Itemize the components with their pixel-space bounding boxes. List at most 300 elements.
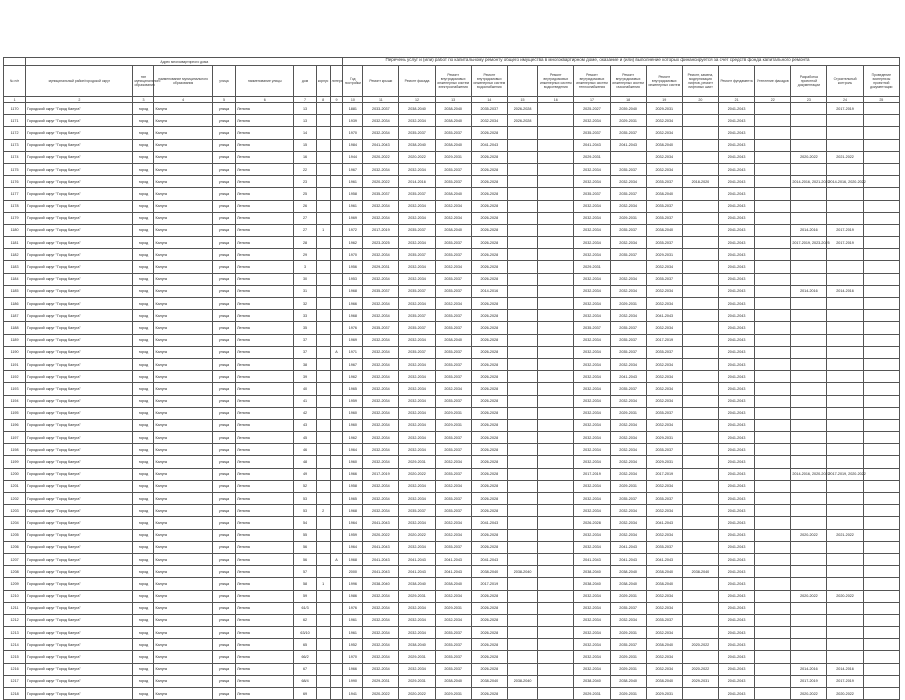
table-cell: Ленина (236, 103, 294, 115)
table-cell (538, 383, 574, 395)
table-cell: 1177 (4, 188, 26, 200)
table-cell (791, 310, 827, 322)
table-cell (538, 273, 574, 285)
table-cell (755, 395, 791, 407)
table-cell: 2035-2037 (435, 627, 471, 639)
table-cell: 2041-2043 (719, 663, 755, 675)
table-cell: 2038-2040 (507, 566, 537, 578)
table-cell: 2041-2043 (719, 444, 755, 456)
column-number: 13 (435, 97, 471, 103)
table-cell: 2032-2034 (610, 505, 646, 517)
table-cell: 2032-2034 (399, 358, 435, 370)
table-cell (827, 505, 863, 517)
table-cell: улица (212, 115, 235, 127)
table-cell (538, 163, 574, 175)
table-cell: 2041-2043 (610, 139, 646, 151)
table-cell (330, 480, 343, 492)
table-cell (507, 371, 537, 383)
table-cell: 1 (316, 224, 330, 236)
table-cell (330, 188, 343, 200)
table-cell: город (133, 237, 154, 249)
table-cell: город (133, 200, 154, 212)
table-cell (863, 505, 899, 517)
table-cell (827, 358, 863, 370)
table-cell (316, 358, 330, 370)
column-header: Ремонт внутридомовых инженерных систем (646, 66, 682, 97)
table-cell: 2020-2022 (791, 590, 827, 602)
table-cell: 2032-2034 (646, 151, 682, 163)
table-cell: 2017-2019, 2023-2025 (791, 237, 827, 249)
table-row (4, 358, 900, 370)
table-cell (755, 151, 791, 163)
table-cell: город (133, 346, 154, 358)
table-cell (507, 176, 537, 188)
table-cell (863, 675, 899, 687)
table-cell: Городской округ "Город Калуга" (26, 627, 133, 639)
table-cell (538, 468, 574, 480)
table-cell (538, 224, 574, 236)
table-cell: 2029-2031 (646, 103, 682, 115)
table-cell: 2032-2034 (363, 358, 399, 370)
table-cell: 2038-2040 (646, 224, 682, 236)
table-cell: 2038-2040 (507, 675, 537, 687)
table-cell (316, 285, 330, 297)
table-row (4, 103, 900, 115)
table-cell (316, 432, 330, 444)
table-cell: 2023-2025 (363, 237, 399, 249)
table-cell: 2032-2034 (435, 261, 471, 273)
table-cell: Калуга (154, 188, 212, 200)
table-cell (827, 566, 863, 578)
table-cell: Ленина (236, 566, 294, 578)
table-cell: 2032-2034 (574, 456, 610, 468)
table-cell: Калуга (154, 590, 212, 602)
table-cell: 2035-2037 (610, 602, 646, 614)
table-cell: Ленина (236, 285, 294, 297)
table-cell: 2032-2034 (610, 273, 646, 285)
table-cell: 2032-2034 (399, 212, 435, 224)
table-cell: 2041-2043 (719, 188, 755, 200)
table-row (4, 273, 900, 285)
table-cell: 2014-2016 (827, 285, 863, 297)
table-cell: 41 (294, 395, 316, 407)
table-cell: Калуга (154, 346, 212, 358)
table-cell: 37 (294, 346, 316, 358)
table-cell: Городской округ "Город Калуга" (26, 675, 133, 687)
table-cell: 2026-2028 (471, 493, 507, 505)
table-cell: улица (212, 127, 235, 139)
table-cell: 2032-2034 (646, 663, 682, 675)
table-cell: 2038-2040 (610, 675, 646, 687)
table-cell: улица (212, 627, 235, 639)
table-cell (682, 298, 718, 310)
table-cell: 2041-2043 (719, 566, 755, 578)
table-cell: 2026-2028 (471, 541, 507, 553)
table-cell: 2035-2037 (399, 285, 435, 297)
table-cell: 2026-2028 (471, 627, 507, 639)
table-cell (827, 578, 863, 590)
table-cell: 2029-2031 (610, 590, 646, 602)
table-cell: улица (212, 322, 235, 334)
table-cell: Калуга (154, 614, 212, 626)
table-cell: 2032-2034 (610, 517, 646, 529)
table-cell: улица (212, 688, 235, 700)
table-row (4, 553, 900, 565)
table-cell: 2041-2043 (646, 310, 682, 322)
table-cell (316, 493, 330, 505)
table-cell: 59 (294, 590, 316, 602)
table-cell: 2041-2043 (719, 688, 755, 700)
table-cell: город (133, 163, 154, 175)
table-cell: 2000 (343, 566, 363, 578)
table-cell (507, 237, 537, 249)
table-cell: 2032-2034 (399, 383, 435, 395)
table-cell: Калуга (154, 688, 212, 700)
table-cell: 1170 (4, 103, 26, 115)
table-cell: город (133, 395, 154, 407)
table-cell: 2035-2037 (646, 273, 682, 285)
table-cell: 2026-2028 (471, 505, 507, 517)
table-cell: 2038-2040 (435, 224, 471, 236)
table-cell: город (133, 115, 154, 127)
table-cell: 2035-2037 (399, 346, 435, 358)
table-cell: 2032-2034 (435, 614, 471, 626)
table-cell: 2041-2043 (363, 139, 399, 151)
table-cell: Ленина (236, 529, 294, 541)
table-cell: 2020-2022 (363, 176, 399, 188)
table-cell: 2032-2034 (574, 395, 610, 407)
table-cell (827, 614, 863, 626)
table-cell (791, 432, 827, 444)
table-cell: Ленина (236, 432, 294, 444)
table-cell: 29 (294, 249, 316, 261)
table-cell: 2038-2040 (471, 566, 507, 578)
table-cell: Ленина (236, 553, 294, 565)
table-cell (507, 249, 537, 261)
table-cell (682, 115, 718, 127)
table-cell: 2041-2043 (719, 407, 755, 419)
table-cell: Ленина (236, 163, 294, 175)
table-cell: 2035-2037 (610, 334, 646, 346)
table-row (4, 432, 900, 444)
table-cell (507, 346, 537, 358)
table-cell (316, 115, 330, 127)
table-cell: 2032-2034 (610, 456, 646, 468)
table-cell (827, 322, 863, 334)
table-cell: Ленина (236, 261, 294, 273)
table-cell: 2038-2040 (646, 188, 682, 200)
table-cell: 2032-2034 (646, 419, 682, 431)
table-cell: 2029-2031 (435, 688, 471, 700)
table-cell (507, 224, 537, 236)
table-cell: улица (212, 163, 235, 175)
table-cell: 2017-2019 (646, 468, 682, 480)
table-cell: 2032-2034 (574, 614, 610, 626)
table-cell: 2017-2019 (363, 468, 399, 480)
table-cell: 1172 (4, 127, 26, 139)
table-cell: 2035-2037 (435, 432, 471, 444)
table-cell: город (133, 322, 154, 334)
table-cell: 2041-2043 (399, 553, 435, 565)
table-cell: 2041-2043 (719, 627, 755, 639)
table-cell: 1968 (343, 285, 363, 297)
table-cell: 2035-2037 (435, 346, 471, 358)
table-row (4, 517, 900, 529)
table-cell (507, 358, 537, 370)
table-cell: город (133, 224, 154, 236)
table-cell (507, 627, 537, 639)
table-cell: улица (212, 176, 235, 188)
table-cell: улица (212, 395, 235, 407)
table-cell (330, 407, 343, 419)
table-cell (538, 688, 574, 700)
table-cell (330, 432, 343, 444)
table-cell: 2032-2034 (363, 407, 399, 419)
table-cell: 1976 (343, 322, 363, 334)
table-cell: 2017-2019 (827, 237, 863, 249)
table-cell (827, 163, 863, 175)
table-cell: 2026-2028 (471, 602, 507, 614)
table-cell (507, 578, 537, 590)
table-cell (791, 480, 827, 492)
table-cell (316, 663, 330, 675)
table-cell: 1176 (4, 176, 26, 188)
table-cell: улица (212, 553, 235, 565)
table-cell (827, 493, 863, 505)
table-cell: 2017-2019, 2020-2022 (827, 468, 863, 480)
capital-repair-table (3, 57, 900, 700)
table-cell: улица (212, 407, 235, 419)
table-cell (682, 139, 718, 151)
table-cell: 2038-2040 (363, 578, 399, 590)
table-cell: 2041-2043 (719, 127, 755, 139)
table-cell: 63/10 (294, 627, 316, 639)
table-cell (316, 103, 330, 115)
table-cell (538, 310, 574, 322)
table-cell: 40 (294, 383, 316, 395)
table-cell (538, 200, 574, 212)
table-cell: 2041-2043 (719, 517, 755, 529)
table-cell (682, 163, 718, 175)
table-cell: улица (212, 432, 235, 444)
table-cell: 1174 (4, 151, 26, 163)
table-cell (538, 675, 574, 687)
table-cell (827, 456, 863, 468)
table-cell (863, 176, 899, 188)
table-cell (330, 639, 343, 651)
table-cell: 1956 (343, 261, 363, 273)
table-cell: 2038-2040 (646, 578, 682, 590)
table-cell (863, 163, 899, 175)
table-cell: улица (212, 334, 235, 346)
table-cell: 2026-2028 (471, 456, 507, 468)
table-cell: 2035-2037 (646, 200, 682, 212)
table-row (4, 444, 900, 456)
table-cell (755, 383, 791, 395)
table-cell: 27 (294, 224, 316, 236)
table-cell: улица (212, 261, 235, 273)
table-cell: 1189 (4, 334, 26, 346)
table-cell (316, 127, 330, 139)
table-cell (330, 419, 343, 431)
table-row (4, 188, 900, 200)
table-cell: Калуга (154, 432, 212, 444)
table-cell: улица (212, 103, 235, 115)
table-cell: 2041-2043 (719, 151, 755, 163)
table-cell: Калуга (154, 285, 212, 297)
table-cell: Городской округ "Город Калуга" (26, 480, 133, 492)
table-cell: 2032-2034 (610, 614, 646, 626)
table-cell: 2032-2034 (399, 163, 435, 175)
table-cell: 65 (294, 639, 316, 651)
table-cell: 2032-2034 (363, 602, 399, 614)
table-cell (863, 480, 899, 492)
table-cell: 2038-2040 (399, 578, 435, 590)
column-number: 24 (827, 97, 863, 103)
table-cell: 2041-2043 (610, 541, 646, 553)
table-cell: 2041-2043 (719, 358, 755, 370)
table-cell: 2032-2034 (435, 298, 471, 310)
table-cell: 2035-2037 (574, 127, 610, 139)
table-cell: 1966 (343, 298, 363, 310)
table-cell: Городской округ "Город Калуга" (26, 273, 133, 285)
table-cell: 2041-2043 (719, 602, 755, 614)
table-cell: 2017-2019 (646, 334, 682, 346)
table-cell (863, 103, 899, 115)
table-cell: улица (212, 505, 235, 517)
table-cell: Калуга (154, 224, 212, 236)
table-cell: 2032-2034 (610, 285, 646, 297)
table-cell: 2026-2028 (471, 346, 507, 358)
table-cell (330, 212, 343, 224)
table-cell: 2032-2034 (363, 371, 399, 383)
table-cell: 2032-2034 (363, 346, 399, 358)
table-cell: 2038-2040 (399, 103, 435, 115)
table-cell (863, 517, 899, 529)
column-number: 7 (294, 97, 316, 103)
table-cell: 1207 (4, 553, 26, 565)
table-cell: Ленина (236, 480, 294, 492)
table-cell: город (133, 310, 154, 322)
table-cell: 2041-2043 (719, 103, 755, 115)
table-cell (755, 651, 791, 663)
table-cell (755, 127, 791, 139)
table-cell: Ленина (236, 127, 294, 139)
table-cell: Городской округ "Город Калуга" (26, 163, 133, 175)
table-cell: 32 (294, 298, 316, 310)
table-cell (507, 139, 537, 151)
table-cell: 2032-2034 (646, 127, 682, 139)
table-cell: 2035-2037 (646, 493, 682, 505)
table-cell (755, 468, 791, 480)
table-cell: 2017-2019 (827, 675, 863, 687)
table-cell: Городской округ "Город Калуга" (26, 456, 133, 468)
table-cell (863, 541, 899, 553)
table-cell: 2041-2043 (719, 395, 755, 407)
table-cell: 2029-2031 (574, 261, 610, 273)
table-cell (755, 237, 791, 249)
table-cell (507, 651, 537, 663)
table-cell (330, 334, 343, 346)
table-cell: 2 (316, 505, 330, 517)
table-cell: 2032-2034 (646, 261, 682, 273)
table-cell: 2032-2034 (363, 383, 399, 395)
table-cell: 2029-2031 (646, 456, 682, 468)
table-cell: 2041-2043 (363, 517, 399, 529)
table-cell: 66/2 (294, 651, 316, 663)
table-cell: 2041-2043 (719, 176, 755, 188)
table-cell (330, 688, 343, 700)
table-cell: 2041-2043 (719, 346, 755, 358)
column-header: Год постройки (343, 66, 363, 97)
table-cell (827, 627, 863, 639)
table-cell: Ленина (236, 614, 294, 626)
table-cell: город (133, 371, 154, 383)
table-cell (316, 627, 330, 639)
table-row (4, 663, 900, 675)
column-number: 21 (719, 97, 755, 103)
table-cell (538, 614, 574, 626)
table-cell: 2032-2034 (435, 383, 471, 395)
table-cell (330, 614, 343, 626)
table-cell: 2035-2037 (435, 285, 471, 297)
table-cell: Калуга (154, 480, 212, 492)
table-cell (791, 566, 827, 578)
table-cell: 2038-2040 (435, 675, 471, 687)
table-cell: 2041-2043 (719, 456, 755, 468)
table-cell: Городской округ "Город Калуга" (26, 127, 133, 139)
table-cell: 2032-2034 (574, 407, 610, 419)
table-cell: Ленина (236, 371, 294, 383)
table-cell: 2032-2034 (646, 602, 682, 614)
table-cell: улица (212, 444, 235, 456)
table-cell (538, 590, 574, 602)
table-cell: Ленина (236, 212, 294, 224)
table-cell: 2035-2037 (646, 176, 682, 188)
table-cell: улица (212, 517, 235, 529)
table-cell: 2032-2034 (399, 115, 435, 127)
table-cell: город (133, 103, 154, 115)
table-cell: 1182 (4, 249, 26, 261)
table-cell (507, 639, 537, 651)
table-cell: 2032-2034 (363, 444, 399, 456)
table-row (4, 480, 900, 492)
table-cell: Калуга (154, 310, 212, 322)
table-cell: 2029-2031 (610, 480, 646, 492)
table-cell (863, 663, 899, 675)
table-cell: 2035-2037 (435, 273, 471, 285)
table-row (4, 566, 900, 578)
table-cell: 2041-2043 (719, 505, 755, 517)
table-cell (610, 261, 646, 273)
table-cell (507, 151, 537, 163)
table-cell (755, 322, 791, 334)
table-cell: 2032-2034 (363, 310, 399, 322)
table-cell: 2041-2043 (610, 553, 646, 565)
table-cell: 2029-2031 (610, 688, 646, 700)
table-cell: 2035-2037 (435, 322, 471, 334)
table-cell (507, 602, 537, 614)
table-cell (863, 614, 899, 626)
table-cell: город (133, 298, 154, 310)
table-cell: 2014-2016, 2020-2022 (791, 468, 827, 480)
table-cell: город (133, 590, 154, 602)
table-cell: город (133, 627, 154, 639)
table-cell: 2020-2022 (399, 529, 435, 541)
table-cell: Калуга (154, 517, 212, 529)
table-cell: 2017-2019 (574, 468, 610, 480)
table-cell (330, 298, 343, 310)
